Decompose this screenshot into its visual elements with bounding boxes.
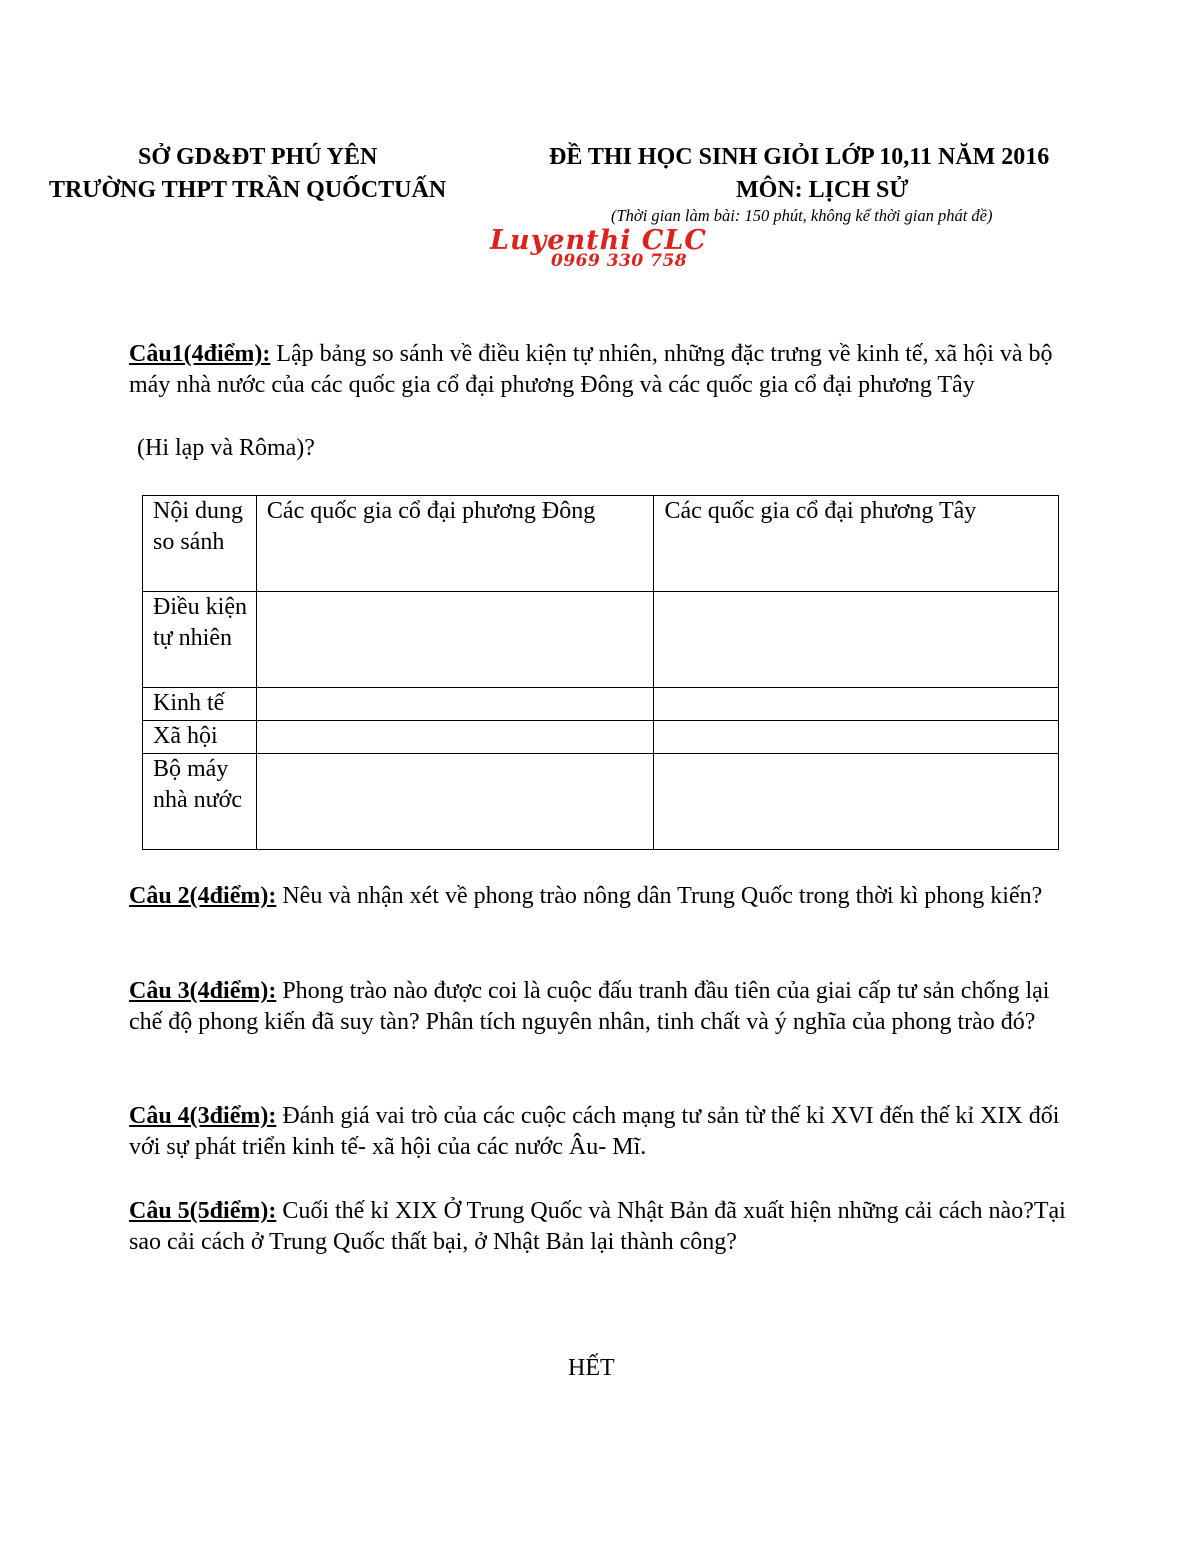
table-cell: Bộ máy nhà nước — [143, 754, 257, 850]
question-4-label: Câu 4(3điểm): — [129, 1103, 277, 1129]
watermark-name: Luyenthi CLC — [490, 225, 707, 256]
question-5 — [129, 1196, 1069, 1258]
question-4 — [129, 1101, 1069, 1163]
question-1 — [129, 339, 1069, 401]
question-2-text: Nêu và nhận xét về phong trào nông dân Trung Quốc trong thời kì phong kiến? — [276, 883, 1043, 909]
question-4-text: Đánh giá vai trò của các cuộc cách mạng tư sản từ thế kỉ XVI đến thế kỉ XIX đối với sự phát triển kinh tế- xã hội của các nước Âu- Mĩ. — [129, 1103, 1060, 1160]
table-cell — [654, 688, 1059, 721]
table-cell: Xã hội — [143, 721, 257, 754]
end-mark: HẾT — [568, 1355, 615, 1381]
question-2 — [129, 881, 1069, 912]
table-row — [143, 688, 1059, 721]
question-3-text: Phong trào nào được coi là cuộc đấu tranh đầu tiên của giai cấp tư sản chống lại chế độ phong kiến đã suy tàn? Phân tích nguyên nhân, tinh chất và ý nghĩa của phong trào đó? — [129, 978, 1050, 1035]
question-3 — [129, 976, 1069, 1038]
question-2-label: Câu 2(4điểm): — [129, 883, 277, 909]
school-name: TRƯỜNG THPT TRẦN QUỐCTUẤN — [49, 177, 447, 203]
school-department: SỞ GD&ĐT PHÚ YÊN — [138, 144, 378, 170]
table-cell — [654, 721, 1059, 754]
table-cell: Kinh tế — [143, 688, 257, 721]
watermark-phone: 0969 330 758 — [551, 251, 688, 271]
table-header-cell: Các quốc gia cổ đại phương Đông — [256, 496, 654, 592]
table-cell — [256, 754, 654, 850]
table-header-row — [143, 496, 1059, 592]
table-header-cell: Nội dung so sánh — [143, 496, 257, 592]
table-row — [143, 721, 1059, 754]
exam-title: ĐỀ THI HỌC SINH GIỎI LỚP 10,11 NĂM 2016 — [549, 144, 1050, 170]
question-1-label: Câu1(4điểm): — [129, 341, 271, 367]
question-1-text: Lập bảng so sánh về điều kiện tự nhiên, những đặc trưng về kinh tế, xã hội và bộ máy nhà nước của các quốc gia cổ đại phương Đông và các quốc gia cổ đại phương Tây — [129, 341, 1053, 398]
table-row — [143, 754, 1059, 850]
exam-subject: MÔN: LỊCH SỬ — [736, 177, 909, 203]
table-cell — [256, 721, 654, 754]
table-cell — [256, 688, 654, 721]
question-1-extra: (Hi lạp và Rôma)? — [137, 435, 315, 461]
question-5-label: Câu 5(5điểm): — [129, 1198, 277, 1224]
table-cell — [654, 592, 1059, 688]
table-cell — [654, 754, 1059, 850]
comparison-table — [142, 495, 1059, 850]
question-5-text: Cuối thế kỉ XIX Ở Trung Quốc và Nhật Bản đã xuất hiện những cải cách nào?Tại sao cải cách ở Trung Quốc thất bại, ở Nhật Bản lại thành công? — [129, 1198, 1066, 1255]
table-row — [143, 592, 1059, 688]
table-header-cell: Các quốc gia cổ đại phương Tây — [654, 496, 1059, 592]
table-cell — [256, 592, 654, 688]
question-3-label: Câu 3(4điểm): — [129, 978, 277, 1004]
exam-time-note: (Thời gian làm bài: 150 phút, không kể thời gian phát đề) — [611, 206, 993, 225]
table-cell: Điều kiện tự nhiên — [143, 592, 257, 688]
